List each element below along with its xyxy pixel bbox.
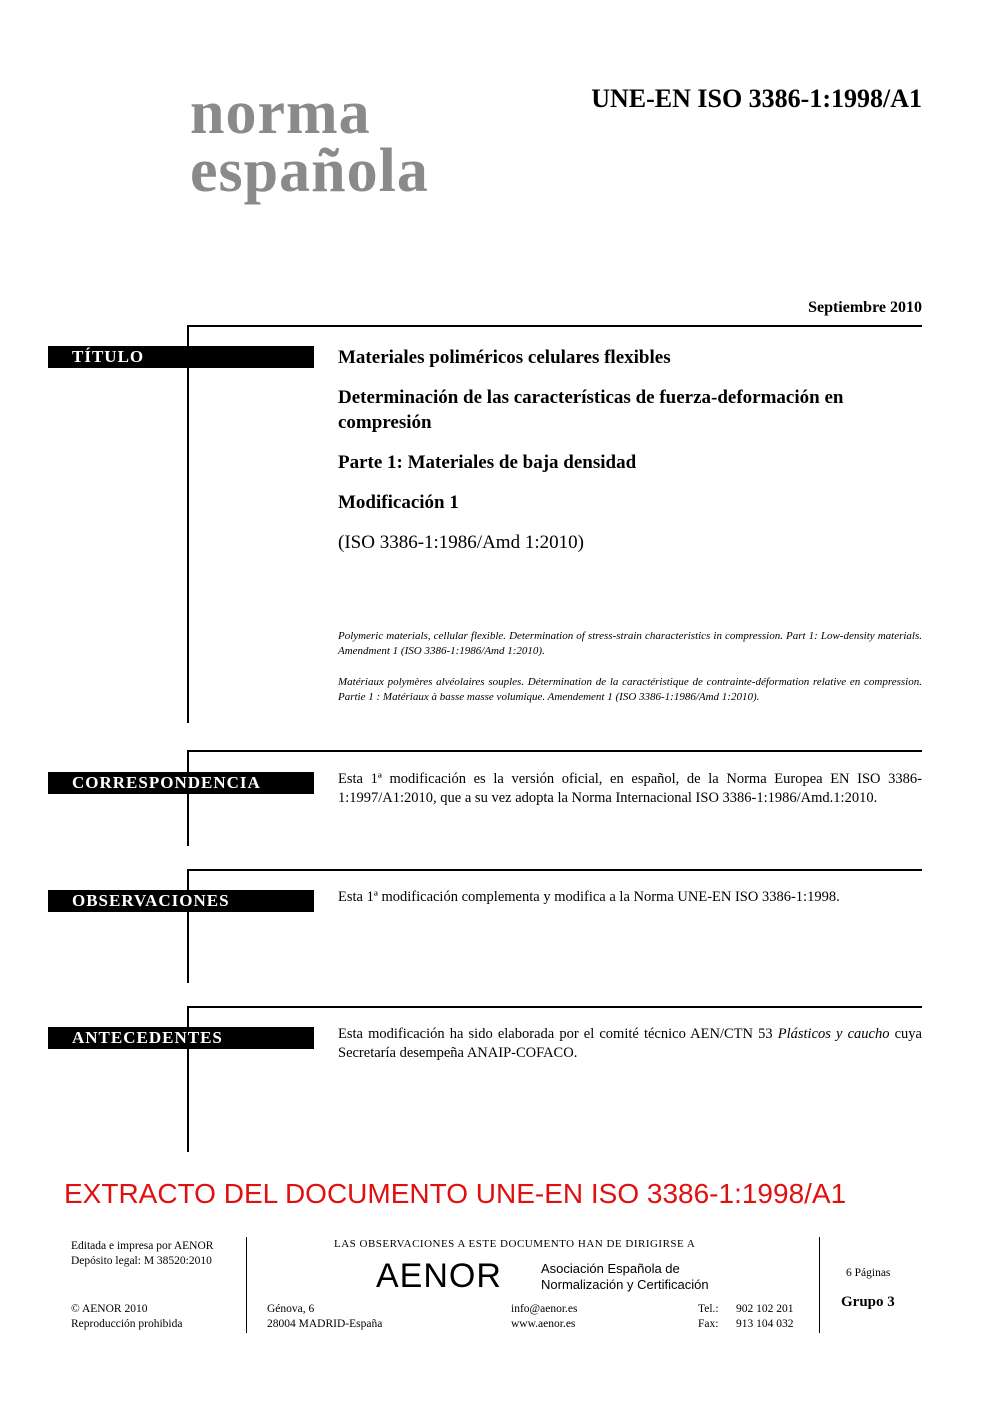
- title-english: Polymeric materials, cellular flexible. Determination of stress-strain characteristics in compression. Part 1: Low-density materials. Amendment 1 (ISO 3386-1:1986/Amd 1:2010).: [338, 630, 922, 657]
- title-determination: Determinación de las características de fuerza-deformación en compresión: [338, 387, 844, 433]
- footer-address-street: Génova, 6: [267, 1303, 315, 1315]
- aenor-assoc-line-1: Asociación Española de: [541, 1261, 680, 1276]
- aenor-assoc-line-2: Normalización y Certificación: [541, 1277, 709, 1292]
- label-antecedentes: ANTECEDENTES: [48, 1027, 314, 1049]
- footer-fax-value: 913 104 032: [736, 1318, 794, 1330]
- brand-line-2: española: [190, 137, 429, 205]
- footer-fax-label: Fax:: [698, 1318, 719, 1330]
- footer-observations-header: LAS OBSERVACIONES A ESTE DOCUMENTO HAN DE DIRIGIRSE A: [334, 1238, 696, 1250]
- footer-edited: Editada e impresa por AENOR: [71, 1240, 214, 1252]
- label-titulo: TÍTULO: [48, 346, 314, 368]
- section-vrule-correspondencia: [187, 750, 189, 846]
- title-part: Parte 1: Materiales de baja densidad: [338, 452, 637, 473]
- footer-tel-value: 902 102 201: [736, 1303, 794, 1315]
- section-rule-correspondencia: [188, 750, 922, 752]
- section-rule-observaciones: [188, 869, 922, 871]
- publication-date: Septiembre 2010: [808, 299, 922, 316]
- footer-copyright: © AENOR 2010: [71, 1303, 148, 1315]
- footer-divider-left: [246, 1237, 247, 1333]
- title-iso-reference: (ISO 3386-1:1986/Amd 1:2010): [338, 532, 584, 553]
- extract-notice: EXTRACTO DEL DOCUMENTO UNE-EN ISO 3386-1:1998/A1: [64, 1178, 847, 1209]
- section-vrule-observaciones: [187, 869, 189, 983]
- title-french: Matériaux polymères alvéolaires souples. Détermination de la caractéristique de contrainte-déformation relative en compression. Partie 1 : Matériaux à basse masse volumique. Amendement 1 (ISO 3386-1:1986/Amd 1:2010).: [338, 676, 922, 703]
- label-observaciones: OBSERVACIONES: [48, 890, 314, 912]
- footer-reproduction: Reproducción prohibida: [71, 1318, 183, 1330]
- correspondencia-text: Esta 1ª modificación es la versión oficial, en español, de la Norma Europea EN ISO 3386-1:1997/A1:2010, que a su vez adopta la Norma Internacional ISO 3386-1:1986/Amd.1:2010.: [338, 771, 922, 806]
- footer-tel-label: Tel.:: [698, 1303, 719, 1315]
- footer-group: Grupo 3: [841, 1294, 895, 1310]
- footer-web: www.aenor.es: [511, 1318, 576, 1330]
- antecedentes-text-start: Esta modificación ha sido elaborada por el comité técnico AEN/CTN 53: [338, 1026, 778, 1042]
- title-main: Materiales poliméricos celulares flexibles: [338, 347, 671, 368]
- footer-divider-right: [819, 1237, 820, 1333]
- label-correspondencia: CORRESPONDENCIA: [48, 772, 314, 794]
- antecedentes-text: [338, 1025, 922, 1063]
- antecedentes-text-end: cuya Secretaría desempeña ANAIP-COFACO.: [338, 1026, 922, 1061]
- section-rule-titulo: [188, 325, 922, 327]
- footer-pages: 6 Páginas: [846, 1267, 891, 1279]
- brand-line-1: norma: [190, 79, 371, 147]
- aenor-logo: AENOR: [376, 1257, 502, 1295]
- footer-email: info@aenor.es: [511, 1303, 578, 1315]
- observaciones-text: Esta 1ª modificación complementa y modifica a la Norma UNE-EN ISO 3386-1:1998.: [338, 889, 840, 905]
- footer-address-city: 28004 MADRID-España: [267, 1318, 383, 1330]
- section-vrule-titulo: [187, 325, 189, 723]
- footer-deposit: Depósito legal: M 38520:2010: [71, 1255, 212, 1267]
- title-modification: Modificación 1: [338, 492, 459, 513]
- antecedentes-committee-name: Plásticos y caucho: [777, 1026, 890, 1042]
- standard-code: UNE-EN ISO 3386-1:1998/A1: [591, 84, 922, 113]
- section-rule-antecedentes: [188, 1006, 922, 1008]
